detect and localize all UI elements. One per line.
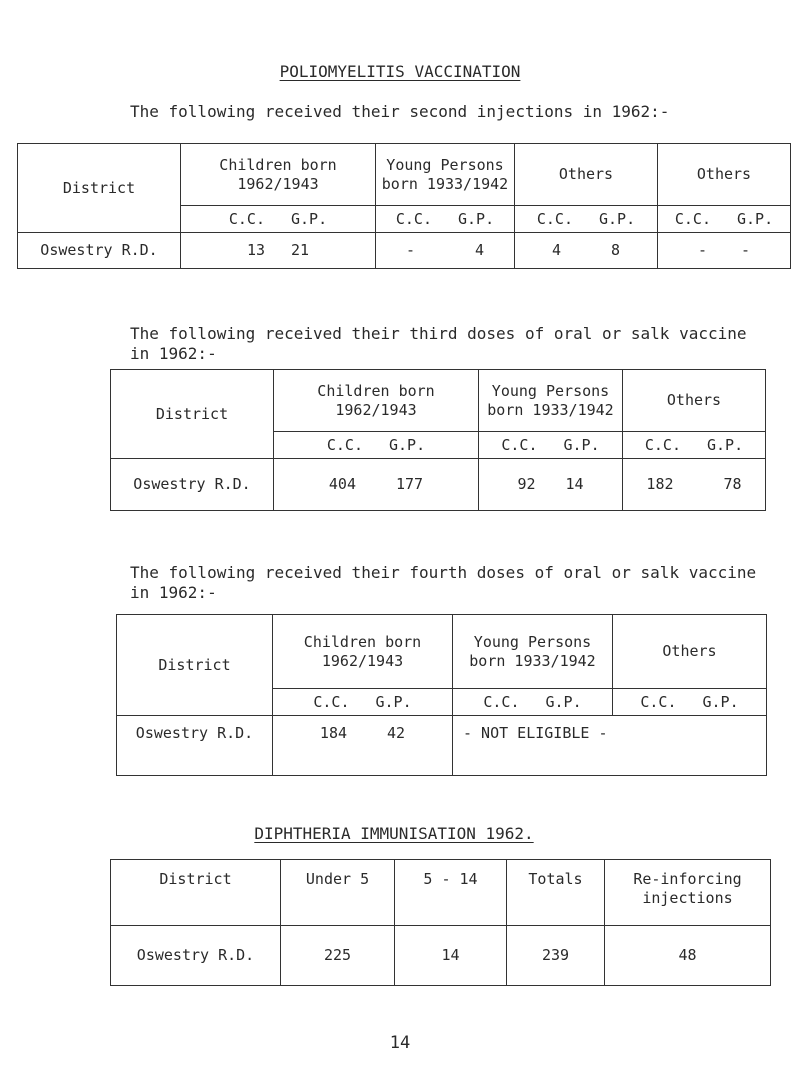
header-district: District <box>117 615 273 716</box>
value-cell: 177 <box>396 475 424 493</box>
header-others: Others <box>623 370 766 432</box>
value-cell: 14 <box>565 475 584 493</box>
header-reinforcing: Re-inforcing injections <box>605 860 771 926</box>
header-district: District <box>111 370 274 459</box>
header-totals: Totals <box>507 860 605 926</box>
diphtheria-table <box>110 859 771 986</box>
value-totals: 239 <box>507 926 605 986</box>
second-injections-intro: The following received their second injections in 1962:- <box>130 102 670 121</box>
page-number: 14 <box>389 1033 411 1053</box>
header-others: Others <box>515 144 658 206</box>
sub-cc: C.C. <box>501 435 538 454</box>
sub-gp: G.P. <box>702 692 739 711</box>
sub-cc: C.C. <box>644 435 681 454</box>
sub-gp: G.P. <box>291 209 328 228</box>
fourth-doses-intro-line1: The following received their fourth doses of oral or salk vaccine <box>130 563 757 582</box>
value-cell: 78 <box>723 475 742 493</box>
value-5-14: 14 <box>395 926 507 986</box>
header-children: Children born 1962/1943 <box>274 370 479 432</box>
header-others: Others <box>613 615 767 689</box>
header-others-2: Others <box>658 144 791 206</box>
value-cell: - <box>405 241 415 259</box>
header-young-persons: Young Persons born 1933/1942 <box>376 144 515 206</box>
diphtheria-title: DIPHTHERIA IMMUNISATION 1962. <box>254 824 534 843</box>
district-name: Oswestry R.D. <box>18 233 181 269</box>
not-eligible-note: - NOT ELIGIBLE - <box>453 716 767 776</box>
value-cell: 404 <box>328 475 356 493</box>
header-under-5: Under 5 <box>281 860 395 926</box>
sub-gp: G.P. <box>599 209 636 228</box>
sub-gp: G.P. <box>375 692 412 711</box>
sub-cc: C.C. <box>483 692 520 711</box>
header-young-persons: Young Persons born 1933/1942 <box>479 370 623 432</box>
page-title: POLIOMYELITIS VACCINATION <box>279 62 521 81</box>
third-doses-intro-line1: The following received their third doses of oral or salk vaccine <box>130 324 747 343</box>
header-young-persons: Young Persons born 1933/1942 <box>453 615 613 689</box>
sub-cc: C.C. <box>313 692 350 711</box>
value-cell: 21 <box>291 241 310 259</box>
third-doses-intro-line2: in 1962:- <box>130 344 217 363</box>
header-district: District <box>111 860 281 926</box>
district-name: Oswestry R.D. <box>117 716 273 776</box>
value-cell: 92 <box>517 475 536 493</box>
fourth-doses-intro-line2: in 1962:- <box>130 583 217 602</box>
sub-gp: G.P. <box>545 692 582 711</box>
value-cell: 4 <box>475 241 485 259</box>
third-doses-table <box>110 369 766 511</box>
value-cell: - <box>697 241 707 259</box>
value-cell: - <box>741 241 751 259</box>
sub-cc: C.C. <box>228 209 265 228</box>
header-5-14: 5 - 14 <box>395 860 507 926</box>
sub-gp: G.P. <box>737 209 774 228</box>
value-cell: 42 <box>387 724 406 742</box>
sub-gp: G.P. <box>389 435 426 454</box>
district-name: Oswestry R.D. <box>111 459 274 511</box>
header-district: District <box>18 144 181 233</box>
value-reinforcing: 48 <box>605 926 771 986</box>
sub-gp: G.P. <box>458 209 495 228</box>
sub-gp: G.P. <box>707 435 744 454</box>
sub-cc: C.C. <box>640 692 677 711</box>
sub-cc: C.C. <box>674 209 711 228</box>
second-injections-table <box>17 143 791 269</box>
value-under-5: 225 <box>281 926 395 986</box>
sub-cc: C.C. <box>536 209 573 228</box>
value-cell: 182 <box>646 475 674 493</box>
value-cell: 13 <box>246 241 265 259</box>
sub-cc: C.C. <box>395 209 432 228</box>
sub-gp: G.P. <box>563 435 600 454</box>
fourth-doses-table <box>116 614 767 776</box>
value-cell: 8 <box>611 241 621 259</box>
value-cell: 4 <box>551 241 561 259</box>
sub-cc: C.C. <box>326 435 363 454</box>
header-children: Children born 1962/1943 <box>181 144 376 206</box>
value-cell: 184 <box>319 724 348 742</box>
district-name: Oswestry R.D. <box>111 926 281 986</box>
header-children: Children born 1962/1943 <box>273 615 453 689</box>
